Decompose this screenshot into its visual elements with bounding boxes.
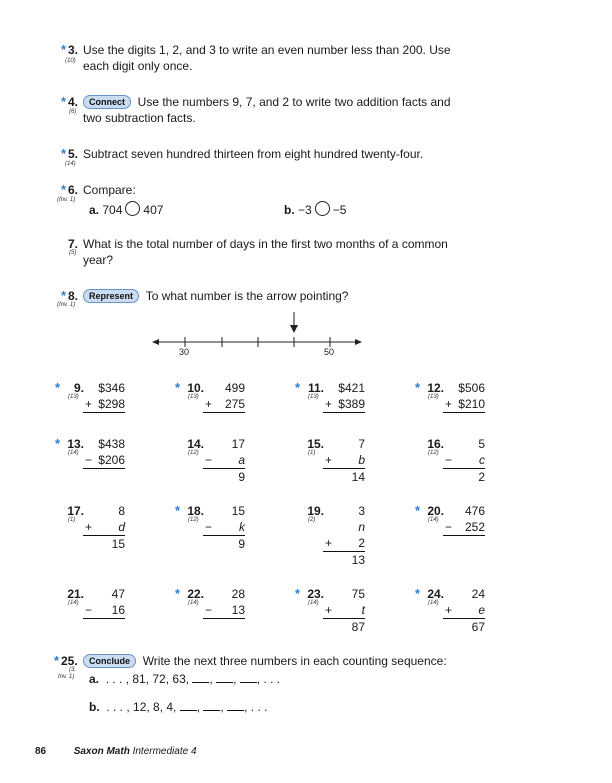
problem-star: * xyxy=(175,586,181,601)
q8-star: * xyxy=(61,288,67,303)
problem-number: 13. xyxy=(67,437,84,451)
problem-ref: (12) xyxy=(428,450,439,456)
problem-ref: (1) xyxy=(68,517,76,523)
problem-number: 16. xyxy=(427,437,444,451)
problem-number: 14. xyxy=(187,437,204,451)
conclude-badge: Conclude xyxy=(83,654,136,668)
page-footer xyxy=(35,746,197,757)
problem-column: 8 + d 15 xyxy=(85,504,125,551)
problem-number: 18. xyxy=(187,504,204,518)
problem-ref: (14) xyxy=(428,517,439,523)
problem-ref: (13) xyxy=(188,394,199,400)
problem-rule xyxy=(443,535,485,536)
problem-column: 3 n + 2 13 xyxy=(325,504,365,567)
q4-ref: (6) xyxy=(69,109,77,115)
blank[interactable] xyxy=(192,682,209,683)
problem-rule xyxy=(203,412,245,413)
problem-ref: (14) xyxy=(428,600,439,606)
q25-part-a: a. . . . , 81, 72, 63, , , , . . . xyxy=(89,672,281,686)
problem-column: 7 + b 14 xyxy=(325,437,365,484)
problem-column: 17 − a 9 xyxy=(205,437,245,484)
problem-number: 10. xyxy=(187,381,204,395)
q3-ref: (10) xyxy=(65,58,76,64)
q8-ref: (Inv. 1) xyxy=(57,302,76,308)
number-line-right-arrow xyxy=(355,339,362,345)
problem-column: $346 + $298 xyxy=(85,381,125,411)
problem-star: * xyxy=(415,586,421,601)
problem-ref: (14) xyxy=(68,450,79,456)
q25-number: 25. xyxy=(61,654,78,668)
problem-rule xyxy=(83,618,125,619)
compare-circle-a[interactable] xyxy=(125,201,140,216)
problem-column: 15 − k 9 xyxy=(205,504,245,551)
problem-rule xyxy=(323,412,365,413)
problem-number: 9. xyxy=(73,381,84,395)
pointer-arrow-head xyxy=(290,325,298,333)
problem-number: 11. xyxy=(307,381,324,395)
blank[interactable] xyxy=(216,682,233,683)
q6-star: * xyxy=(61,182,67,197)
book-title: Saxon Math xyxy=(73,746,130,757)
problem-ref: (14) xyxy=(188,600,199,606)
problem-column: 499 + 275 xyxy=(205,381,245,411)
problem-number: 22. xyxy=(187,587,204,601)
q3-star: * xyxy=(61,42,67,57)
problem-column: $506 + $210 xyxy=(445,381,485,411)
problem-column: $421 + $389 xyxy=(325,381,365,411)
q5-text: Subtract seven hundred thirteen from eight hundred twenty-four. xyxy=(83,147,424,161)
problem-column: 476 − 252 xyxy=(445,504,485,534)
problem-rule xyxy=(443,412,485,413)
tick-label-30: 30 xyxy=(179,347,190,357)
q5-ref: (14) xyxy=(65,161,76,167)
q7-text: What is the total number of days in the first two months of a common year? xyxy=(83,237,448,267)
problem-star: * xyxy=(295,586,301,601)
problem-star: * xyxy=(415,380,421,395)
problem-ref: (14) xyxy=(308,600,319,606)
problem-number: 12. xyxy=(427,381,444,395)
q6-ref: (Inv. 1) xyxy=(57,197,76,203)
problem-star: * xyxy=(175,380,181,395)
problem-rule xyxy=(203,618,245,619)
problem-column: 5 − c 2 xyxy=(445,437,485,484)
q6-part-b: b. −3 −5 xyxy=(284,203,347,217)
problem-ref: (13) xyxy=(68,394,79,400)
q6-text: Compare: xyxy=(83,183,136,197)
problem-column: $438 − $206 xyxy=(85,437,125,467)
problem-ref: (13) xyxy=(428,394,439,400)
problem-column: 47 − 16 xyxy=(85,587,125,617)
q25-text: Conclude Write the next three numbers in each counting sequence: xyxy=(83,653,447,669)
q8-text: Represent To what number is the arrow pointing? xyxy=(83,288,348,304)
book-level: Intermediate 4 xyxy=(132,746,197,757)
problem-rule xyxy=(83,468,125,469)
q8-number: 8. xyxy=(68,289,79,303)
problem-ref: (13) xyxy=(308,394,319,400)
blank[interactable] xyxy=(180,710,197,711)
page-number: 86 xyxy=(35,746,47,757)
represent-badge: Represent xyxy=(83,289,139,303)
problem-number: 24. xyxy=(427,587,444,601)
blank[interactable] xyxy=(227,710,244,711)
q4-text: Connect Use the numbers 9, 7, and 2 to write two addition facts and two subtraction facts. xyxy=(83,95,451,125)
q5-star: * xyxy=(61,146,67,161)
problem-number: 19. xyxy=(307,504,324,518)
problem-ref: (1) xyxy=(308,450,316,456)
blank[interactable] xyxy=(240,682,257,683)
problem-star: * xyxy=(415,503,421,518)
tick-label-50: 50 xyxy=(324,347,335,357)
q6-number: 6. xyxy=(68,183,79,197)
q25-part-b: b. . . . , 12, 8, 4, , , , . . . xyxy=(89,700,268,714)
q25-ref-2: Inv. 1) xyxy=(58,674,75,680)
problem-star: * xyxy=(55,436,61,451)
compare-circle-b[interactable] xyxy=(315,201,330,216)
problem-star: * xyxy=(175,503,181,518)
problem-number: 20. xyxy=(427,504,444,518)
connect-badge: Connect xyxy=(83,95,131,109)
q6-part-a: a. 704 407 xyxy=(89,203,164,217)
q4-number: 4. xyxy=(68,95,79,109)
problem-number: 15. xyxy=(307,437,324,451)
q25-star: * xyxy=(54,653,60,668)
problem-ref: (2) xyxy=(308,517,316,523)
q7-ref: (5) xyxy=(69,250,77,256)
problem-column: 28 − 13 xyxy=(205,587,245,617)
number-line-left-arrow xyxy=(152,339,159,345)
blank[interactable] xyxy=(203,710,220,711)
problem-star: * xyxy=(295,380,301,395)
problem-column: 24 + e 67 xyxy=(445,587,485,634)
problem-ref: (14) xyxy=(68,600,79,606)
problem-ref: (12) xyxy=(188,517,199,523)
q3-number: 3. xyxy=(68,43,79,57)
problem-column: 75 + t 87 xyxy=(325,587,365,634)
problem-ref: (12) xyxy=(188,450,199,456)
problem-number: 23. xyxy=(307,587,324,601)
q4-star: * xyxy=(61,94,67,109)
q7-number: 7. xyxy=(68,237,79,251)
problem-rule xyxy=(83,412,125,413)
problem-star: * xyxy=(55,380,61,395)
q3-text: Use the digits 1, 2, and 3 to write an even number less than 200. Use each digit only once. xyxy=(83,43,451,73)
q25-ref: (3, xyxy=(69,667,77,673)
problem-number: 17. xyxy=(67,504,84,518)
q5-number: 5. xyxy=(68,147,79,161)
problem-number: 21. xyxy=(67,587,84,601)
